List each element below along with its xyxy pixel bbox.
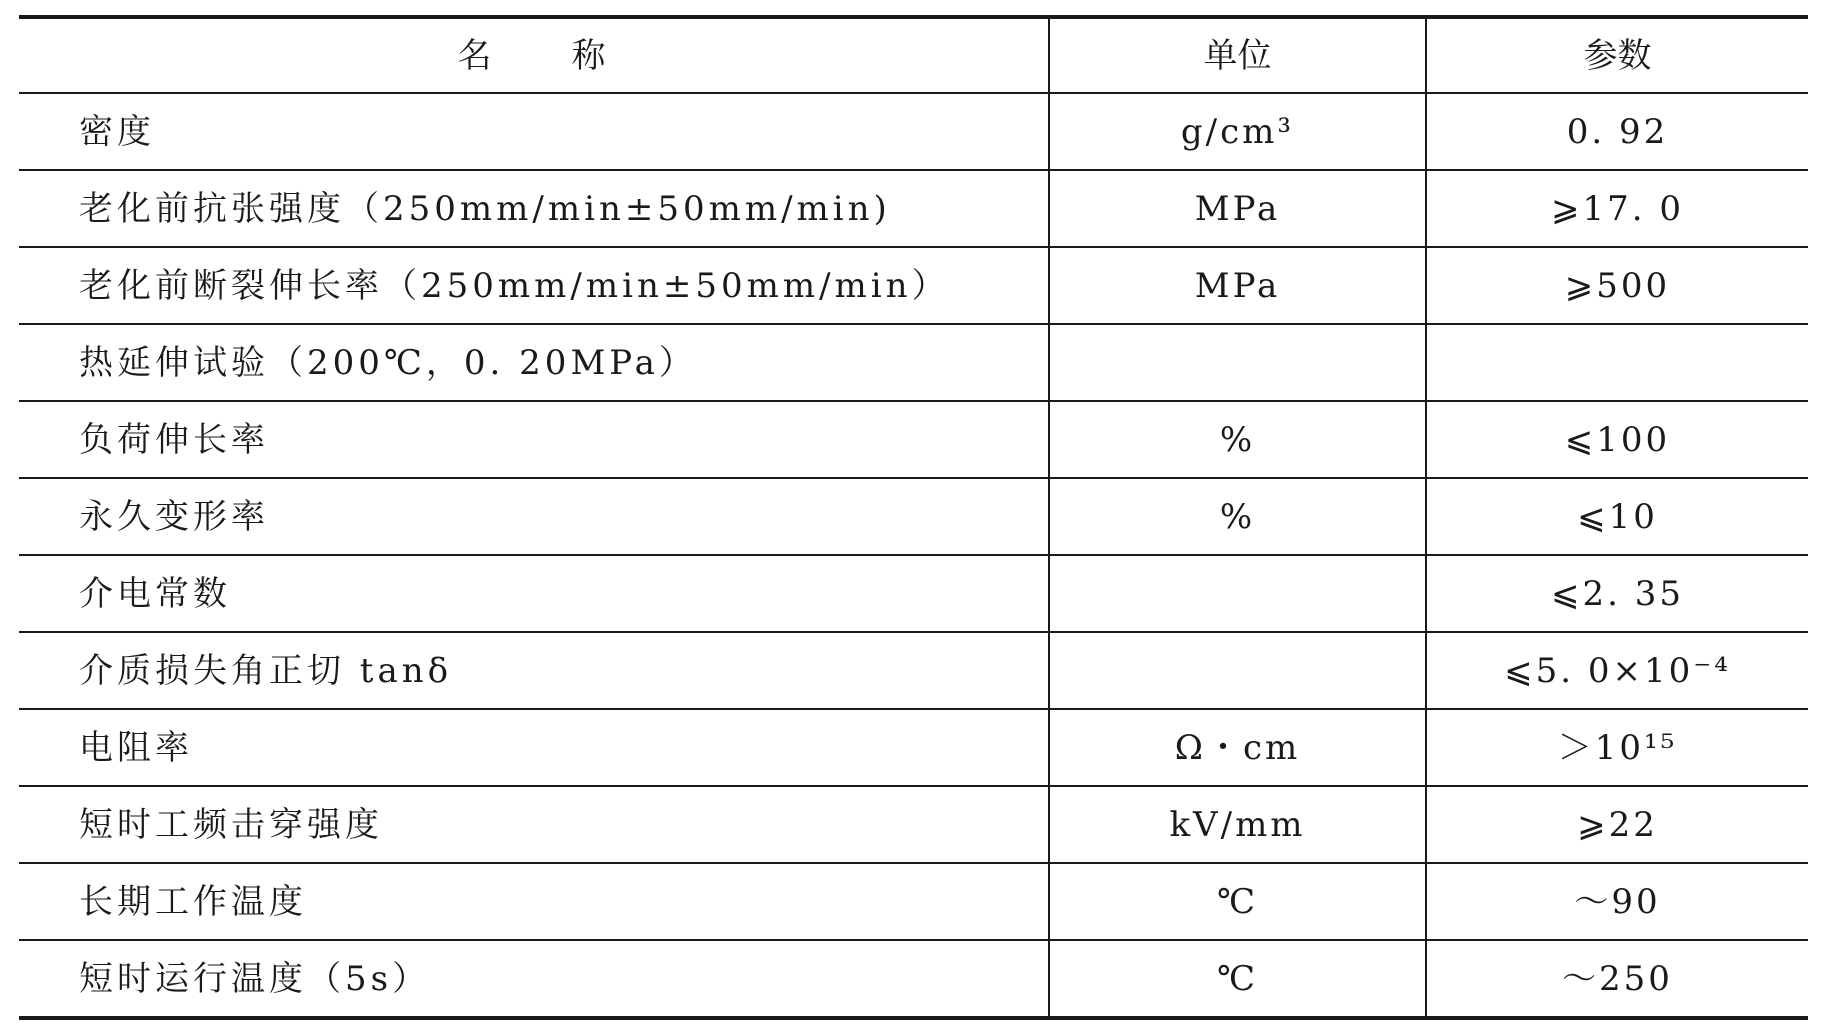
row-unit: g/cm³ xyxy=(1049,93,1426,170)
row-unit: % xyxy=(1049,478,1426,555)
row-name: 负荷伸长率 xyxy=(19,401,1049,478)
row-param: ～250 xyxy=(1426,940,1808,1018)
row-unit xyxy=(1049,632,1426,709)
table-row xyxy=(19,555,1808,632)
row-name: 短时工频击穿强度 xyxy=(19,786,1049,863)
table-row xyxy=(19,709,1808,786)
table-row xyxy=(19,324,1808,401)
table-row xyxy=(19,93,1808,170)
header-unit: 单位 xyxy=(1049,17,1426,93)
header-name-part1: 名 xyxy=(457,35,496,76)
row-unit: MPa xyxy=(1049,247,1426,324)
table-row xyxy=(19,170,1808,247)
header-name-part2: 称 xyxy=(571,35,610,76)
row-name: 电阻率 xyxy=(19,709,1049,786)
row-unit xyxy=(1049,555,1426,632)
row-param: ⩾22 xyxy=(1426,786,1808,863)
table-row xyxy=(19,478,1808,555)
row-name: 介电常数 xyxy=(19,555,1049,632)
row-unit: ℃ xyxy=(1049,863,1426,940)
table-row xyxy=(19,247,1808,324)
row-param: ⩽2. 35 xyxy=(1426,555,1808,632)
table-row xyxy=(19,940,1808,1018)
row-param: ⩽10 xyxy=(1426,478,1808,555)
row-unit: ℃ xyxy=(1049,940,1426,1018)
header-row xyxy=(19,17,1808,93)
row-param xyxy=(1426,324,1808,401)
table-body xyxy=(19,93,1808,1018)
table-row xyxy=(19,632,1808,709)
table-header xyxy=(19,17,1808,93)
row-name: 老化前抗张强度（250mm/min±50mm/min) xyxy=(19,170,1049,247)
row-name: 老化前断裂伸长率（250mm/min±50mm/min） xyxy=(19,247,1049,324)
row-param: ＞10¹⁵ xyxy=(1426,709,1808,786)
table-row xyxy=(19,786,1808,863)
row-param: ⩾17. 0 xyxy=(1426,170,1808,247)
row-name: 热延伸试验（200℃，0. 20MPa） xyxy=(19,324,1049,401)
row-name: 短时运行温度（5s） xyxy=(19,940,1049,1018)
properties-table xyxy=(19,15,1808,1020)
header-param: 参数 xyxy=(1426,17,1808,93)
table-row xyxy=(19,863,1808,940)
row-param: 0. 92 xyxy=(1426,93,1808,170)
row-param: ⩽100 xyxy=(1426,401,1808,478)
table-row xyxy=(19,401,1808,478)
row-param: ～90 xyxy=(1426,863,1808,940)
row-unit: MPa xyxy=(1049,170,1426,247)
row-name: 长期工作温度 xyxy=(19,863,1049,940)
row-param: ⩾500 xyxy=(1426,247,1808,324)
row-unit: % xyxy=(1049,401,1426,478)
header-name xyxy=(19,17,1049,93)
row-name: 密度 xyxy=(19,93,1049,170)
row-name: 永久变形率 xyxy=(19,478,1049,555)
properties-table-wrapper xyxy=(19,15,1808,1020)
row-param: ⩽5. 0×10⁻⁴ xyxy=(1426,632,1808,709)
row-unit: Ω・cm xyxy=(1049,709,1426,786)
row-name: 介质损失角正切 tanδ xyxy=(19,632,1049,709)
row-unit: kV/mm xyxy=(1049,786,1426,863)
row-unit xyxy=(1049,324,1426,401)
